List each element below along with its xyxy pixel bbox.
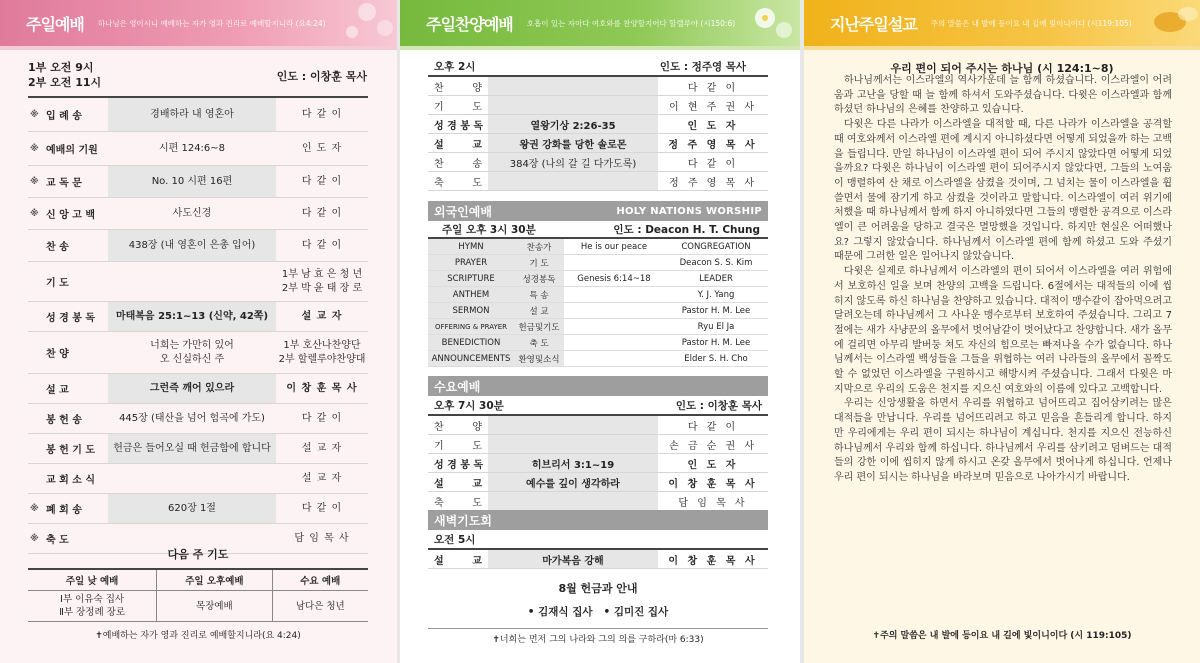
next-week-table	[28, 568, 368, 622]
order-person: 다 같 이	[301, 412, 343, 424]
order-label: 기 도	[46, 278, 69, 289]
order-person: 다 같 이	[301, 239, 343, 251]
order-content	[108, 262, 276, 301]
order-label: 봉 헌 기 도	[46, 445, 96, 456]
table-row: ANTHEM 특 송 Y. J. Yang	[428, 287, 768, 303]
table-row: 찬 양 다 같 이	[428, 77, 768, 96]
table-cell: Ⅱ부 장정례 장로	[59, 607, 125, 618]
table-row: 축 도 정 주 영 목 사	[428, 172, 768, 191]
foreign-worship-header	[428, 201, 768, 221]
table-row	[28, 262, 368, 302]
order-person: 담 임 목 사	[294, 532, 350, 544]
order-label: 찬 양	[46, 349, 69, 360]
order-content: 마태복음 25:1~13 (신약, 42쪽)	[108, 302, 276, 331]
table-cell: 목장예배	[157, 591, 272, 622]
table-row: OFFERING & PRAYER 헌금및기도 Ryu El Ja	[428, 319, 768, 335]
order-person: 1부 호산나찬양단 2부 할렐루야찬양대	[278, 339, 366, 365]
table-row: ※ 교 독 문 No. 10 시편 16편 다 같 이	[28, 166, 368, 198]
order-label: 찬 송	[46, 242, 69, 253]
table-row: PRAYER 기 도 Deacon S. S. Kim	[428, 255, 768, 271]
time-second: 2부 오전 11시	[28, 76, 102, 89]
offering-title: 8월 헌금과 안내	[558, 582, 638, 595]
order-content: 헌금은 들어오실 때 헌금함에 합니다	[108, 434, 276, 463]
table-row: ANNOUNCEMENTS 환영및소식 Elder S. H. Cho	[428, 351, 768, 367]
sermon-paragraph: 다윗은 다른 나라가 이스라엘을 대적할 때, 다른 나라가 이스라엘을 공격할 때 여호와께서 이스라엘 편에 계시지 아니하셨다면 어떻게 되었을까 하는 고백을 들립니다. 만일 하나님이 이스라엘 편이 되어 주시지 않았다면 어떻게 되었을까요? 다윗은 하나님이 이스라엘 편이 되어주시지 않았다면, 그들의 노여움이 맹렬하여 산 채로 이스라엘을 삼켰을 것이며, 그 넘치는 물이 이스라엘을 휩쓸면서 물에 잠기게 하고 삼켰을 것이라고 말합니다. 이스라엘이 여러 위기에 처했을 때 하나님께서 함께 하지 아니하였다면 그들의 맹렬한 공격으로 이스라엘이 큰 어려움을 당하고 결국은 멸망했을 것입니다. 하지만 현실은 어떠했나요? 그렇지 않았습니다. 하나님께서 이스라엘 편에 함께 하셨고 도와 주셨기 때문에 그러한 일은 일어나지 않았습니다.	[834, 119, 1172, 263]
order-content: 438장 (내 영혼이 은총 입어)	[108, 230, 276, 261]
afternoon-service	[428, 58, 768, 191]
offering-names: • 김재식 집사 • 김미진 집사	[527, 606, 669, 618]
section-title: 새벽기도회	[434, 513, 492, 528]
table-row: ※ 예배의 기원 시편 124:6~8 인 도 자	[28, 132, 368, 166]
sermon-paragraph: 다윗은 실제로 하나님께서 이스라엘의 편이 되어서 이스라엘을 여러 위험에서 보호하신 일을 보며 찬양의 고백을 드립니다. 6절에서는 대적들의 이에 씹히지 않도록 하신 하나님을 찬양하고 있습니다. 대적이 맹수같이 잡아먹으려고 달려오는데 하나님께서 그 사나운 맹수로부터 보호하여 주셨습니다. 그리고 7절에는 새가 사냥꾼의 올무에서 벗어남같이 벗어났다고 찬양합니다. 새가 올무에 걸리면 아무리 발버둥 쳐도 자신의 힘으로는 빠져나올 수가 없습니다. 하나님께서는 이스라엘 백성들을 그들을 위협하는 여러 나라들의 올무에서 꼼짝도 할 수 없었던 이스라엘을 구원하시고 해방시켜 주셨습니다. 그래서 다윗은 마지막으로 우리의 도움은 천지를 지으신 여호와의 이름에 있다고 고백합니다.	[834, 266, 1172, 395]
leaf-icon	[1110, 0, 1200, 46]
foreign-time: 주일 오후 3시 30분	[442, 224, 536, 236]
order-person: 인 도 자	[301, 142, 343, 154]
table-row: ※ 폐 회 송 620장 1절 다 같 이	[28, 494, 368, 524]
order-content: 경배하라 내 영혼아	[108, 98, 276, 131]
table-row: 축 도 담 임 목 사	[428, 492, 768, 511]
order-content: 너희는 가만히 있어 오 신실하신 주	[150, 339, 234, 365]
panel-title: 주일예배	[26, 14, 84, 34]
table-row: 기 도 손 금 순 권 사	[428, 435, 768, 454]
header-verse: 하나님은 영이시니 예배하는 자가 영과 진리로 예배할지니라 (요4:24)	[97, 18, 326, 28]
order-label: 교 회 소 식	[46, 475, 96, 486]
foreign-leader: 인도 : Deacon H. T. Chung	[613, 224, 760, 236]
order-content: 445장 (태산을 넘어 험곡에 가도)	[119, 412, 265, 424]
dawn-time: 오전 5시	[434, 534, 476, 546]
dawn-prayer-header	[428, 510, 768, 530]
table-row: 설 교 왕권 강화를 당한 솔로몬 정 주 영 목 사	[428, 134, 768, 153]
table-cell: 남다은 청년	[272, 591, 368, 622]
table-row: ※ 입 례 송 경배하라 내 영혼아 다 같 이	[28, 98, 368, 132]
order-person: 다 같 이	[301, 108, 343, 120]
footer-verse: ✝예배하는 자가 영과 진리로 예배할지니라(요 4:24)	[95, 631, 301, 641]
sunday-worship-header	[0, 0, 397, 46]
panel-title: 지난주일설교	[830, 14, 917, 34]
sunday-worship-panel	[0, 0, 397, 663]
dawn-service	[428, 531, 768, 569]
table-row: ※ 축 도 담 임 목 사	[28, 524, 368, 554]
order-label: 성 경 봉 독	[46, 313, 96, 324]
pm-leader: 인도 : 정주영 목사	[659, 61, 747, 73]
table-row	[28, 302, 368, 332]
next-week-title: 다음 주 기도	[167, 548, 229, 561]
order-person: 설 교 자	[301, 310, 343, 322]
table-row	[28, 434, 368, 464]
footer-verse: ✝너희는 먼저 그의 나라와 그의 의를 구하라(마 6:33)	[428, 628, 768, 645]
order-person: 1부 남 효 은 청 년 2부 박 윤 태 장 로	[281, 268, 363, 294]
section-title: 수요예배	[434, 379, 481, 394]
order-label: 축 도	[46, 535, 69, 546]
header-verse: 호흡이 있는 자마다 여호와를 찬양할지어다 할렐루야 (시150:6)	[526, 18, 736, 28]
order-label: 봉 헌 송	[46, 415, 82, 426]
flower-icon	[710, 0, 800, 46]
sermon-title: 우리 편이 되어 주시는 하나님 (시 124:1~8)	[890, 62, 1114, 75]
table-header: 수요 예배	[272, 569, 368, 591]
wed-time: 오후 7시 30분	[434, 400, 504, 412]
table-header: 주일 오후예배	[157, 569, 272, 591]
table-row: HYMN 찬송가 He is our peace CONGREGATION	[428, 239, 768, 255]
sunday-praise-panel	[400, 0, 800, 663]
section-title: 외국인예배	[434, 204, 492, 219]
table-row	[28, 374, 368, 404]
leader: 인도 : 이창훈 목사	[276, 70, 367, 83]
last-sermon-panel	[804, 0, 1200, 663]
footer-verse: ✝주의 말씀은 내 발에 등이요 내 길에 빛이니이다 (시 119:105)	[872, 631, 1132, 641]
order-label: 폐 회 송	[46, 505, 82, 516]
table-row: 성 경 봉 독 히브리서 3:1~19 인 도 자	[428, 454, 768, 473]
order-content: 620장 1절	[108, 494, 276, 523]
order-person: 다 같 이	[301, 207, 343, 219]
offering-notice	[428, 580, 768, 645]
sermon-paragraph: 우리는 신앙생활을 하면서 우리를 위협하고 넘어뜨리고 집어삼키려는 많은 대적들을 만납니다. 우리를 넘어뜨리려고 하고 믿음을 흔들리게 합니다. 하지만 우리에게는 우리 편이 되시는 하나님이 계십니다. 천지를 지으신 전능하신 하나님께서 우리와 함께 하십니다. 하나님께서 우리를 삼키려고 덤벼드는 대적들의 강한 이에 씹히지 않게 하시고 온갖 올무에서 벗어나게 하십니다. 언제나 우리 편이 되시는 하나님을 바라보며 믿음으로 나아가시기 바랍니다.	[834, 398, 1172, 483]
sermon-body	[834, 74, 1172, 486]
table-row	[28, 464, 368, 494]
order-person: 다 같 이	[301, 175, 343, 187]
order-content: 그런즉 깨어 있으라	[108, 374, 276, 403]
wednesday-service	[428, 397, 768, 511]
table-row: SCRIPTURE 성경봉독 Genesis 6:14~18 LEADER	[428, 271, 768, 287]
last-sermon-header	[804, 0, 1200, 46]
table-row	[28, 332, 368, 374]
order-label: 신 앙 고 백	[46, 210, 96, 221]
foreign-service	[428, 222, 768, 367]
wed-leader: 인도 : 이창훈 목사	[675, 400, 762, 412]
table-header: 주일 낮 예배	[28, 569, 157, 591]
table-row: 찬 양 다 같 이	[428, 416, 768, 435]
order-label: 설 교	[46, 385, 69, 396]
panel-title: 주일찬양예배	[426, 14, 513, 34]
wednesday-worship-header	[428, 376, 768, 396]
table-row: BENEDICTION 축 도 Pastor H. M. Lee	[428, 335, 768, 351]
table-row	[28, 404, 368, 434]
order-of-worship	[28, 96, 368, 554]
table-row: 찬 송 384장 (나의 갈 길 다가도록) 다 같 이	[428, 153, 768, 172]
section-title-en: HOLY NATIONS WORSHIP	[616, 205, 762, 217]
next-week-prayer	[28, 542, 368, 622]
order-content	[108, 464, 276, 493]
order-person: 다 같 이	[301, 502, 343, 514]
time-first: 1부 오전 9시	[28, 61, 94, 74]
sunday-praise-header	[400, 0, 800, 46]
blossom-icon	[307, 0, 397, 46]
table-row	[28, 230, 368, 262]
order-content: 시편 124:6~8	[158, 142, 226, 154]
table-row: SERMON 설 교 Pastor H. M. Lee	[428, 303, 768, 319]
table-row: 기 도 이 현 주 권 사	[428, 96, 768, 115]
pm-time: 오후 2시	[434, 61, 476, 73]
order-label: 입 례 송	[46, 111, 82, 122]
header-verse: 주의 말씀은 내 발에 등이요 내 길에 빛이니이다 (시119:105)	[930, 18, 1132, 28]
order-content: No. 10 시편 16편	[108, 166, 276, 197]
order-person: 설 교 자	[301, 472, 343, 484]
table-cell: Ⅰ부 이유숙 집사	[60, 594, 125, 605]
order-label: 예배의 기원	[46, 145, 98, 156]
order-label: 교 독 문	[46, 178, 82, 189]
service-times	[28, 60, 367, 92]
sermon-paragraph: 하나님께서는 이스라엘의 역사가운데 늘 함께 하셨습니다. 이스라엘이 어려움과 고난을 당할 때 늘 함께 하셔서 도와주셨습니다. 다윗은 이스라엘과 함께하셨던 하나님의 은혜를 찬양하고 있습니다.	[834, 75, 1172, 116]
order-person: 설 교 자	[301, 442, 343, 454]
order-content: 사도신경	[172, 207, 212, 219]
table-row: ※ 신 앙 고 백 사도신경 다 같 이	[28, 198, 368, 230]
table-row: 설 교 예수를 깊이 생각하라 이 창 훈 목 사	[428, 473, 768, 492]
table-row: 설 교 마가복음 강해 이 창 훈 목 사	[428, 550, 768, 569]
order-person: 이 창 훈 목 사	[286, 382, 358, 394]
table-row: 성 경 봉 독 열왕기상 2:26-35 인 도 자	[428, 115, 768, 134]
